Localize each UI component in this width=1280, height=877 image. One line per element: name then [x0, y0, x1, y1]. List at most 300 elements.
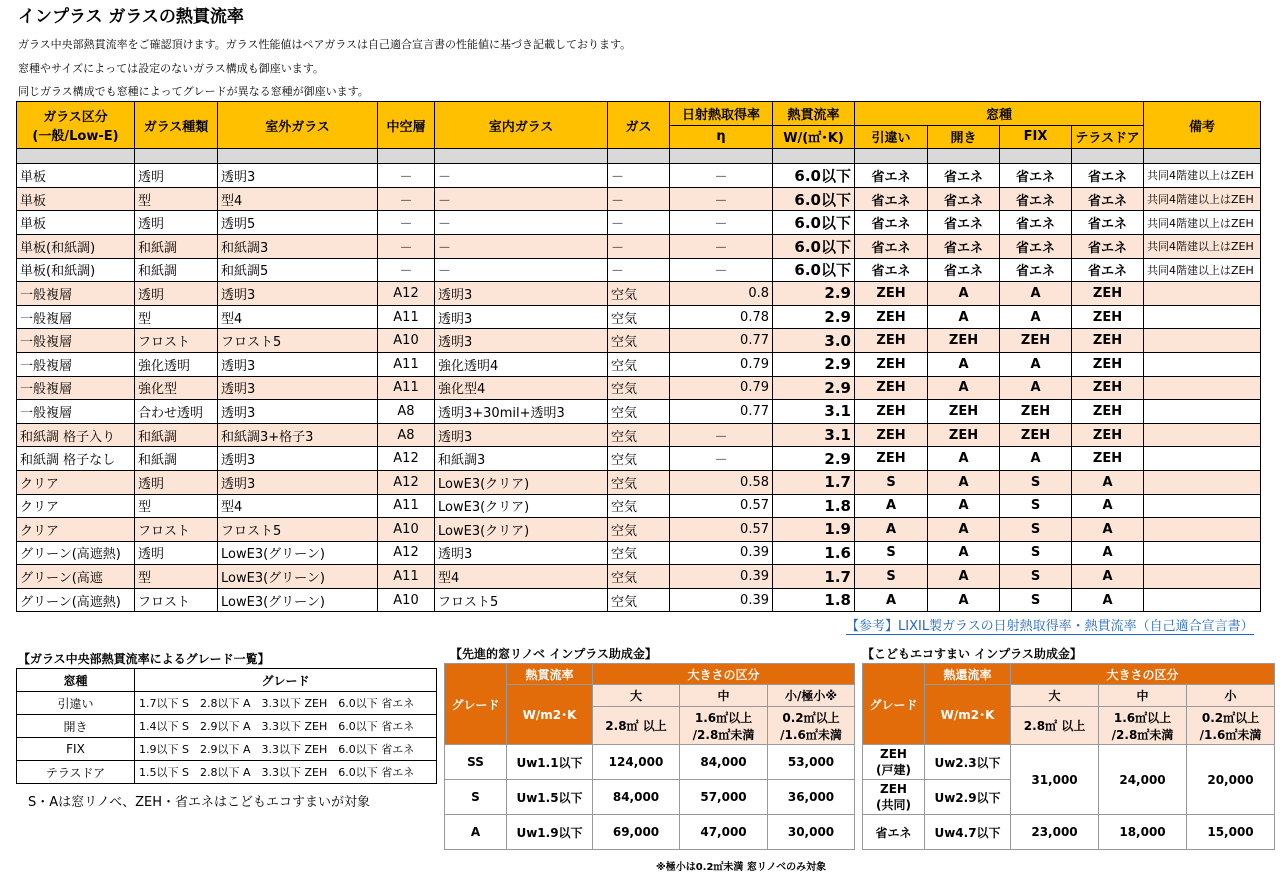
cell-outer: 透明3: [218, 470, 378, 494]
renove-table: [444, 663, 855, 850]
header-outer: 室外ガラス: [218, 102, 378, 149]
cell-u: 2.9: [773, 282, 855, 306]
header-mado-terrace: テラスドア: [1072, 125, 1144, 149]
cell-air: A12: [378, 447, 435, 471]
cell-m1: ZEH: [855, 282, 928, 306]
grade-values: 1.4以下 S 2.9以下 A 3.3以下 ZEH 6.0以下 省エネ: [135, 715, 437, 738]
cell-outer: 透明3: [218, 282, 378, 306]
cell-inner: 型4: [435, 565, 608, 589]
cell-shurui: 型: [135, 187, 218, 211]
cell-shurui: 透明: [135, 211, 218, 235]
cell-m1: S: [855, 565, 928, 589]
header-mado-hikichigai: 引違い: [855, 125, 928, 149]
renove-cell-m: 57,000: [680, 780, 768, 815]
grade-values: 1.9以下 S 2.9以下 A 3.3以下 ZEH 6.0以下 省エネ: [135, 738, 437, 761]
table-row: [17, 282, 1261, 306]
grade-values: 1.5以下 S 2.8以下 A 3.3以下 ZEH 6.0以下 省エネ: [135, 761, 437, 784]
cell-kubun: 一般複層: [17, 329, 135, 353]
cell-m4: A: [1072, 541, 1144, 565]
cell-m4: A: [1072, 494, 1144, 518]
cell-air: A11: [378, 305, 435, 329]
cell-shurui: 和紙調: [135, 258, 218, 282]
cell-gas: 空気: [608, 400, 670, 424]
cell-gas: 空気: [608, 541, 670, 565]
cell-m2: A: [928, 376, 1000, 400]
grade-row: [17, 738, 437, 761]
kodomo-r12-l: 31,000: [1011, 745, 1099, 815]
cell-kubun: クリア: [17, 494, 135, 518]
cell-outer: 透明5: [218, 211, 378, 235]
cell-gas: 空気: [608, 565, 670, 589]
cell-kubun: 単板(和紙調): [17, 234, 135, 258]
cell-m1: 省エネ: [855, 234, 928, 258]
cell-air: A8: [378, 423, 435, 447]
cell-m4: ZEH: [1072, 282, 1144, 306]
cell-gas: －: [608, 258, 670, 282]
cell-m3: A: [1000, 376, 1072, 400]
table-row: [17, 565, 1261, 589]
cell-m3: ZEH: [1000, 329, 1072, 353]
header-shgc-unit: η: [670, 125, 773, 149]
cell-gas: －: [608, 234, 670, 258]
cell-inner: LowE3(クリア): [435, 518, 608, 542]
cell-m4: 省エネ: [1072, 187, 1144, 211]
cell-biko: [1144, 305, 1261, 329]
cell-kubun: グリーン(高遮熱): [17, 588, 135, 612]
cell-kubun: 一般複層: [17, 305, 135, 329]
cell-shgc: －: [670, 187, 773, 211]
table-row: [17, 470, 1261, 494]
kodomo-r3-s: 15,000: [1187, 815, 1275, 850]
cell-air: A11: [378, 352, 435, 376]
table-row: [17, 164, 1261, 188]
grade-mado: テラスドア: [17, 761, 135, 784]
cell-shgc: 0.57: [670, 494, 773, 518]
cell-shurui: フロスト: [135, 588, 218, 612]
cell-inner: －: [435, 211, 608, 235]
cell-air: －: [378, 258, 435, 282]
cell-m2: 省エネ: [928, 234, 1000, 258]
header-kubun-line2: (一般/Low-E): [32, 129, 119, 145]
header-mado: 窓種: [855, 102, 1144, 126]
cell-air: －: [378, 234, 435, 258]
table-row: [17, 541, 1261, 565]
kodomo-h-u: 熱還流率: [925, 664, 1011, 685]
cell-air: －: [378, 187, 435, 211]
cell-u: 6.0以下: [773, 234, 855, 258]
renove-cell-u: Uw1.1以下: [507, 745, 593, 780]
cell-m3: 省エネ: [1000, 234, 1072, 258]
cell-m4: ZEH: [1072, 400, 1144, 424]
kodomo-r2-grade: ZEH (共同): [863, 780, 925, 815]
cell-gas: 空気: [608, 518, 670, 542]
renove-cell-u: Uw1.5以下: [507, 780, 593, 815]
cell-biko: [1144, 541, 1261, 565]
kodomo-h-u-unit: W/m2･K: [925, 685, 1011, 745]
cell-outer: 和紙調5: [218, 258, 378, 282]
cell-u: 1.6: [773, 541, 855, 565]
cell-shgc: 0.77: [670, 329, 773, 353]
cell-inner: 強化透明4: [435, 352, 608, 376]
kodomo-r12-s: 20,000: [1187, 745, 1275, 815]
header-kubun: [17, 102, 135, 149]
cell-kubun: 一般複層: [17, 376, 135, 400]
cell-kubun: 和紙調 格子なし: [17, 447, 135, 471]
table-row: [17, 423, 1261, 447]
cell-m4: ZEH: [1072, 376, 1144, 400]
cell-m2: ZEH: [928, 329, 1000, 353]
renove-cell-s: 30,000: [768, 815, 855, 850]
cell-outer: 透明3: [218, 400, 378, 424]
cell-u: 2.9: [773, 305, 855, 329]
cell-m1: ZEH: [855, 400, 928, 424]
cell-biko: [1144, 565, 1261, 589]
table-row: [17, 187, 1261, 211]
cell-gas: 空気: [608, 588, 670, 612]
table-row: [17, 400, 1261, 424]
cell-m4: ZEH: [1072, 329, 1144, 353]
cell-m1: S: [855, 541, 928, 565]
cell-air: －: [378, 164, 435, 188]
cell-outer: 透明3: [218, 447, 378, 471]
cell-m3: ZEH: [1000, 400, 1072, 424]
cell-u: 6.0以下: [773, 258, 855, 282]
cell-shurui: フロスト: [135, 518, 218, 542]
cell-m2: A: [928, 541, 1000, 565]
cell-m4: A: [1072, 565, 1144, 589]
cell-m3: S: [1000, 494, 1072, 518]
cell-outer: 透明3: [218, 164, 378, 188]
grade-mado: 引違い: [17, 692, 135, 715]
cell-m1: A: [855, 588, 928, 612]
table-row: [17, 376, 1261, 400]
cell-m1: 省エネ: [855, 258, 928, 282]
cell-gas: －: [608, 187, 670, 211]
renove-cell-m: 47,000: [680, 815, 768, 850]
cell-shgc: 0.78: [670, 305, 773, 329]
cell-gas: 空気: [608, 423, 670, 447]
cell-shurui: 合わせ透明: [135, 400, 218, 424]
cell-m4: A: [1072, 588, 1144, 612]
cell-m4: A: [1072, 518, 1144, 542]
cell-u: 6.0以下: [773, 164, 855, 188]
renove-h-u: 熱貫流率: [507, 664, 593, 685]
renove-cell-grade: S: [445, 780, 507, 815]
cell-shgc: －: [670, 258, 773, 282]
glass-table: [16, 101, 1261, 612]
header-u: 熱貫流率: [773, 102, 855, 126]
renove-row: [445, 780, 855, 815]
cell-biko: 共同4階建以上はZEH: [1144, 258, 1261, 282]
cell-shurui: 強化透明: [135, 352, 218, 376]
cell-outer: 型4: [218, 187, 378, 211]
cell-m3: 省エネ: [1000, 187, 1072, 211]
cell-biko: [1144, 352, 1261, 376]
cell-m1: ZEH: [855, 423, 928, 447]
cell-u: 3.1: [773, 400, 855, 424]
cell-air: A11: [378, 565, 435, 589]
reference-link[interactable]: 【参考】LIXIL製ガラスの日射熱取得率・熱貫流率（自己適合宣言書）: [846, 619, 1254, 634]
cell-kubun: 一般複層: [17, 400, 135, 424]
cell-shurui: 透明: [135, 470, 218, 494]
cell-shurui: 型: [135, 305, 218, 329]
cell-m1: ZEH: [855, 376, 928, 400]
renove-row: [445, 745, 855, 780]
renove-cell-s: 53,000: [768, 745, 855, 780]
cell-u: 1.9: [773, 518, 855, 542]
cell-kubun: 単板(和紙調): [17, 258, 135, 282]
cell-u: 2.9: [773, 376, 855, 400]
cell-biko: [1144, 447, 1261, 471]
cell-shgc: 0.58: [670, 470, 773, 494]
table-row: [17, 234, 1261, 258]
cell-biko: [1144, 470, 1261, 494]
grade-table: [16, 668, 437, 784]
kodomo-h-s2: 0.2㎡以上 /1.6㎡未満: [1187, 707, 1275, 745]
cell-m2: A: [928, 305, 1000, 329]
cell-shurui: 型: [135, 494, 218, 518]
cell-m2: 省エネ: [928, 187, 1000, 211]
grade-header-grade: グレード: [135, 669, 437, 692]
renove-cell-m: 84,000: [680, 745, 768, 780]
cell-m1: ZEH: [855, 329, 928, 353]
kodomo-h-m: 中: [1099, 685, 1187, 707]
table-row: [17, 329, 1261, 353]
cell-biko: 共同4階建以上はZEH: [1144, 234, 1261, 258]
cell-inner: 透明3+30mil+透明3: [435, 400, 608, 424]
cell-shgc: 0.79: [670, 352, 773, 376]
cell-shgc: －: [670, 234, 773, 258]
cell-m2: A: [928, 352, 1000, 376]
cell-outer: フロスト5: [218, 329, 378, 353]
grade-row: [17, 715, 437, 738]
cell-shurui: 強化型: [135, 376, 218, 400]
cell-inner: －: [435, 164, 608, 188]
cell-shurui: 透明: [135, 541, 218, 565]
cell-shgc: 0.39: [670, 588, 773, 612]
cell-shurui: 透明: [135, 164, 218, 188]
cell-shgc: －: [670, 164, 773, 188]
table-row: [17, 258, 1261, 282]
cell-outer: 透明3: [218, 376, 378, 400]
cell-shgc: 0.57: [670, 518, 773, 542]
cell-m1: ZEH: [855, 305, 928, 329]
cell-gas: 空気: [608, 305, 670, 329]
kodomo-r2-u: Uw2.9以下: [925, 780, 1011, 815]
header-mado-fix: FIX: [1000, 125, 1072, 149]
kodomo-r3-l: 23,000: [1011, 815, 1099, 850]
cell-gas: 空気: [608, 282, 670, 306]
cell-m2: A: [928, 588, 1000, 612]
cell-inner: LowE3(クリア): [435, 470, 608, 494]
cell-m2: A: [928, 494, 1000, 518]
cell-outer: フロスト5: [218, 518, 378, 542]
cell-inner: 強化型4: [435, 376, 608, 400]
cell-shgc: 0.79: [670, 376, 773, 400]
cell-shurui: フロスト: [135, 329, 218, 353]
cell-biko: [1144, 329, 1261, 353]
cell-shgc: －: [670, 447, 773, 471]
cell-m3: 省エネ: [1000, 211, 1072, 235]
header-mado-hiraki: 開き: [928, 125, 1000, 149]
cell-m4: 省エネ: [1072, 234, 1144, 258]
cell-air: A12: [378, 470, 435, 494]
cell-m3: S: [1000, 518, 1072, 542]
cell-m2: ZEH: [928, 400, 1000, 424]
grade-values: 1.7以下 S 2.8以下 A 3.3以下 ZEH 6.0以下 省エネ: [135, 692, 437, 715]
grade-mado: FIX: [17, 738, 135, 761]
cell-inner: 透明3: [435, 541, 608, 565]
kodomo-table: [862, 663, 1275, 850]
cell-u: 1.8: [773, 588, 855, 612]
kodomo-h-grade: グレード: [863, 664, 925, 745]
cell-kubun: 一般複層: [17, 282, 135, 306]
kodomo-r3-m: 18,000: [1099, 815, 1187, 850]
cell-m3: A: [1000, 282, 1072, 306]
renove-cell-grade: SS: [445, 745, 507, 780]
cell-air: A10: [378, 329, 435, 353]
header-shgc: 日射熱取得率: [670, 102, 773, 126]
renove-cell-s: 36,000: [768, 780, 855, 815]
cell-inner: 透明3: [435, 329, 608, 353]
cell-m3: ZEH: [1000, 423, 1072, 447]
cell-inner: －: [435, 258, 608, 282]
cell-shurui: 透明: [135, 282, 218, 306]
table-row: [17, 588, 1261, 612]
cell-inner: －: [435, 187, 608, 211]
cell-shgc: －: [670, 423, 773, 447]
renove-h-size: 大きさの区分: [593, 664, 855, 685]
cell-kubun: 単板: [17, 211, 135, 235]
cell-shurui: 和紙調: [135, 423, 218, 447]
cell-air: A12: [378, 282, 435, 306]
kodomo-r3-grade: 省エネ: [863, 815, 925, 850]
cell-u: 6.0以下: [773, 211, 855, 235]
cell-m2: A: [928, 565, 1000, 589]
cell-biko: 共同4階建以上はZEH: [1144, 187, 1261, 211]
cell-m4: 省エネ: [1072, 211, 1144, 235]
cell-m2: A: [928, 518, 1000, 542]
cell-m3: S: [1000, 541, 1072, 565]
header-shurui: ガラス種類: [135, 102, 218, 149]
kodomo-h-l: 大: [1011, 685, 1099, 707]
cell-shgc: 0.8: [670, 282, 773, 306]
cell-m3: S: [1000, 565, 1072, 589]
cell-gas: 空気: [608, 329, 670, 353]
cell-inner: 透明3: [435, 305, 608, 329]
grade-row: [17, 692, 437, 715]
header-biko: 備考: [1144, 102, 1261, 149]
renove-h-grade: グレード: [445, 664, 507, 745]
cell-m2: 省エネ: [928, 164, 1000, 188]
cell-m1: 省エネ: [855, 211, 928, 235]
cell-air: A8: [378, 400, 435, 424]
cell-m3: A: [1000, 447, 1072, 471]
cell-shgc: 0.77: [670, 400, 773, 424]
cell-biko: [1144, 400, 1261, 424]
table-row: [17, 352, 1261, 376]
cell-u: 3.1: [773, 423, 855, 447]
cell-inner: －: [435, 234, 608, 258]
intro-line-1: ガラス中央部熱貫流率をご確認頂けます。ガラス性能値はペアガラスは自己適合宣言書の性能値に基づき記載しております。: [18, 38, 632, 51]
cell-m4: ZEH: [1072, 447, 1144, 471]
cell-m1: S: [855, 470, 928, 494]
renove-cell-l: 124,000: [593, 745, 680, 780]
cell-kubun: クリア: [17, 470, 135, 494]
cell-m2: ZEH: [928, 423, 1000, 447]
cell-m2: 省エネ: [928, 258, 1000, 282]
cell-air: A12: [378, 541, 435, 565]
kodomo-r12-m: 24,000: [1099, 745, 1187, 815]
cell-kubun: グリーン(高遮: [17, 565, 135, 589]
cell-m2: A: [928, 470, 1000, 494]
cell-m4: A: [1072, 470, 1144, 494]
cell-shgc: 0.39: [670, 565, 773, 589]
cell-m1: ZEH: [855, 352, 928, 376]
renove-cell-grade: A: [445, 815, 507, 850]
table-row: [17, 305, 1261, 329]
cell-shgc: 0.39: [670, 541, 773, 565]
kodomo-h-s: 小: [1187, 685, 1275, 707]
cell-outer: 型4: [218, 305, 378, 329]
cell-outer: 型4: [218, 494, 378, 518]
cell-inner: 和紙調3: [435, 447, 608, 471]
kodomo-r1-u: Uw2.3以下: [925, 745, 1011, 780]
cell-outer: LowE3(グリーン): [218, 588, 378, 612]
renove-row: [445, 815, 855, 850]
cell-kubun: 単板: [17, 187, 135, 211]
cell-shurui: 和紙調: [135, 447, 218, 471]
cell-m4: ZEH: [1072, 423, 1144, 447]
cell-m4: ZEH: [1072, 352, 1144, 376]
cell-biko: [1144, 423, 1261, 447]
cell-biko: 共同4階建以上はZEH: [1144, 164, 1261, 188]
cell-biko: [1144, 588, 1261, 612]
cell-m3: S: [1000, 470, 1072, 494]
header-gas: ガス: [608, 102, 670, 149]
renove-h-l2: 2.8㎡ 以上: [593, 707, 680, 745]
renove-caption: 【先進的窓リノベ インプラス助成金】: [450, 647, 657, 661]
cell-outer: LowE3(グリーン): [218, 565, 378, 589]
cell-biko: [1144, 282, 1261, 306]
cell-air: A10: [378, 518, 435, 542]
cell-kubun: 単板: [17, 164, 135, 188]
kodomo-r3-u: Uw4.7以下: [925, 815, 1011, 850]
cell-gas: 空気: [608, 447, 670, 471]
cell-outer: 和紙調3: [218, 234, 378, 258]
grade-caption: 【ガラス中央部熱貫流率によるグレード一覧】: [18, 652, 270, 666]
cell-m1: ZEH: [855, 447, 928, 471]
cell-gas: －: [608, 211, 670, 235]
cell-m3: 省エネ: [1000, 164, 1072, 188]
cell-kubun: 和紙調 格子入り: [17, 423, 135, 447]
header-u-unit: W/(㎡･K): [773, 125, 855, 149]
cell-m3: A: [1000, 352, 1072, 376]
page-title: インプラス ガラスの熱貫流率: [18, 7, 244, 27]
cell-u: 1.7: [773, 565, 855, 589]
cell-m2: A: [928, 282, 1000, 306]
renove-h-l: 大: [593, 685, 680, 707]
cell-kubun: グリーン(高遮熱): [17, 541, 135, 565]
spacer-row: [17, 149, 1261, 164]
cell-m4: ZEH: [1072, 305, 1144, 329]
cell-m3: S: [1000, 588, 1072, 612]
header-inner: 室内ガラス: [435, 102, 608, 149]
cell-m2: A: [928, 447, 1000, 471]
grade-row: [17, 761, 437, 784]
grade-note: S・Aは窓リノベ、ZEH・省エネはこどもエコすまいが対象: [28, 795, 371, 810]
renove-cell-l: 69,000: [593, 815, 680, 850]
